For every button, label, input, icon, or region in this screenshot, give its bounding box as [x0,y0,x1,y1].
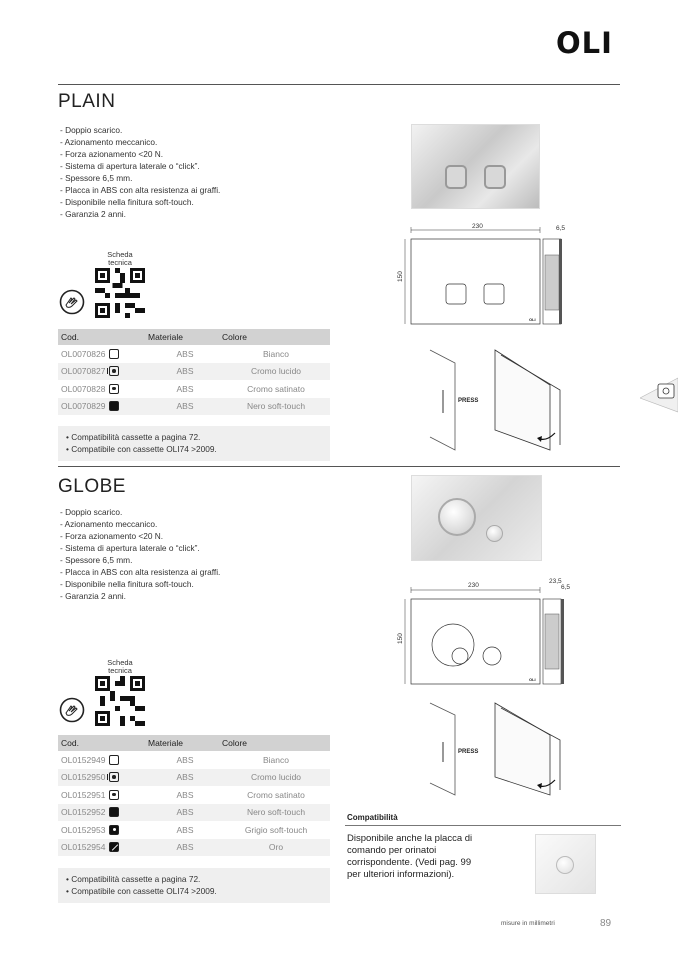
feature-item: - Disponibile nella finitura soft-touch. [60,578,220,590]
product-code: OL0070828 [61,383,106,394]
color-name: Bianco [263,348,289,359]
globe-qr-code-icon[interactable] [95,676,145,726]
color-name: Oro [222,839,330,857]
globe-technical-drawing [393,576,578,688]
product-code: OL0070826 [61,348,106,359]
dim-width: 230 [468,582,479,589]
compat-item: • Compatibilità cassette a pagina 72. [66,874,322,886]
material: ABS [176,789,194,800]
gold-swatch-icon [109,842,119,852]
middle-divider [58,466,620,467]
feature-item: - Placca in ABS con alta resistenza ai graffi. [60,566,220,578]
material: ABS [148,363,222,381]
dim-depth-outer: 23,5 [549,578,562,585]
table-row [58,769,330,787]
black-swatch-icon [109,807,119,817]
dim-height: 150 [397,633,404,644]
feature-item: - Forza azionamento <20 N. [60,530,220,542]
plain-press-illustration [425,345,575,455]
feature-item: - Garanzia 2 anni. [60,208,220,220]
header-color: Colore [222,329,330,345]
black-swatch-icon [109,401,119,411]
globe-compatibility-box [58,868,330,903]
material: ABS [176,348,194,359]
table-row [58,363,330,381]
header-material: Materiale [148,329,222,345]
header-material: Materiale [148,735,222,751]
globe-title: GLOBE [58,476,126,497]
svg-text:OLI: OLI [529,677,536,682]
material: ABS [176,383,194,394]
dim-width: 230 [472,223,483,230]
globe-product-photo [411,475,542,561]
color-name: Cromo lucido [222,769,330,787]
material: ABS [176,824,194,835]
compat-section-title: Compatibilità [347,813,398,822]
chrome-gloss-swatch-icon [109,366,119,376]
product-code: OL0152954 [61,842,106,853]
globe-product-table [58,735,330,856]
material: ABS [176,754,194,765]
grey-swatch-icon [109,825,119,835]
svg-text:OLI: OLI [529,317,536,322]
header-code: Cod. [58,735,148,751]
color-name: Cromo satinato [247,789,305,800]
product-code: OL0152952 [61,807,106,818]
plain-scheda-label: Scheda tecnica [107,250,133,267]
feature-item: - Placca in ABS con alta resistenza ai graffi. [60,184,220,196]
dim-depth: 6,5 [556,225,566,232]
product-code: OL0152953 [61,824,106,835]
plain-title: PLAIN [58,91,116,112]
table-row [58,786,330,804]
material: ABS [148,769,222,787]
globe-features [60,506,220,602]
plain-technical-drawing [393,220,573,330]
top-divider [58,84,620,85]
oli-logo: OLI [556,26,613,60]
urinal-plate-photo [535,834,596,894]
compat-item: • Compatibile con cassette OLI74 >2009. [66,886,322,898]
table-row [58,839,330,857]
product-code: OL0070829 [61,401,106,412]
feature-item: - Disponibile nella finitura soft-touch. [60,196,220,208]
compat-item: • Compatibile con cassette OLI74 >2009. [66,444,322,456]
globe-press-illustration [425,700,575,800]
compat-section-text: Disponibile anche la placca di comando per orinatoi corrispondente. (Vedi pag. 99 per ulteriori informazioni). [347,833,473,880]
installation-hand-icon [59,289,85,315]
table-row [58,345,330,363]
header-code: Cod. [58,329,148,345]
plain-qr-code-icon[interactable] [95,268,145,318]
page-number: 89 [600,918,612,929]
compat-item: • Compatibilità cassette a pagina 72. [66,432,322,444]
compat-divider [345,825,621,826]
plain-product-table [58,329,330,415]
color-name: Cromo satinato [247,383,305,394]
feature-item: - Azionamento meccanico. [60,518,220,530]
table-row [58,380,330,398]
color-name: Grigio soft-touch [244,824,308,835]
feature-item: - Azionamento meccanico. [60,136,220,148]
dim-depth: 6,5 [561,584,571,591]
press-label: PRESS [458,398,479,404]
white-swatch-icon [109,755,119,765]
feature-item: - Garanzia 2 anni. [60,590,220,602]
table-row [58,804,330,822]
white-swatch-icon [109,349,119,359]
globe-scheda-label: Scheda tecnica [107,658,133,675]
feature-item: - Spessore 6,5 mm. [60,172,220,184]
feature-item: - Spessore 6,5 mm. [60,554,220,566]
material: ABS [148,398,222,416]
product-code: OL0070827 [61,366,106,377]
feature-item: - Doppio scarico. [60,124,220,136]
product-code: OL0152951 [61,789,106,800]
table-row [58,398,330,416]
header-color: Colore [222,735,330,751]
product-code: OL0152950 [61,772,106,783]
material: ABS [148,839,222,857]
color-name: Bianco [263,754,289,765]
press-label: PRESS [458,749,479,755]
color-name: Nero soft-touch [222,804,330,822]
material: ABS [148,804,222,822]
chrome-satin-swatch-icon [109,790,119,800]
page-side-tab [640,370,678,420]
feature-item: - Forza azionamento <20 N. [60,148,220,160]
chrome-gloss-swatch-icon [109,772,119,782]
plain-features [60,124,220,220]
footer-note: misure in millimetri [501,920,555,927]
installation-hand-icon [59,697,85,723]
product-code: OL0152949 [61,754,106,765]
color-name: Cromo lucido [222,363,330,381]
table-row [58,751,330,769]
chrome-satin-swatch-icon [109,384,119,394]
dim-height: 150 [397,271,404,282]
color-name: Nero soft-touch [222,398,330,416]
plain-compatibility-box [58,426,330,461]
table-row [58,821,330,839]
feature-item: - Doppio scarico. [60,506,220,518]
feature-item: - Sistema di apertura laterale o “click”. [60,160,220,172]
feature-item: - Sistema di apertura laterale o “click”. [60,542,220,554]
plain-product-photo [411,124,540,209]
